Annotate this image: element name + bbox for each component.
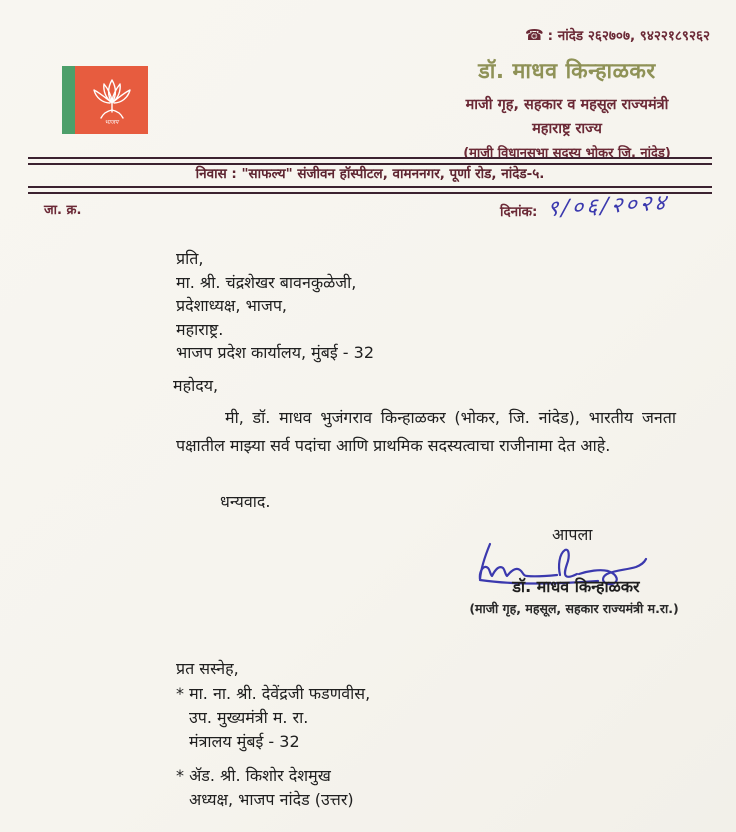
lotus-icon: [87, 74, 137, 124]
cc-line: उप. मुख्यमंत्री म. रा.: [189, 708, 309, 727]
letterhead-title-line-2: महाराष्ट्र राज्य: [532, 121, 602, 137]
letterhead-title-line-1: माजी गृह, सहकार व महसूल राज्यमंत्री: [465, 97, 669, 113]
telephone-icon: ☎: [524, 26, 544, 44]
recipient-line: मा. श्री. चंद्रशेखर बावनकुळेजी,: [176, 272, 357, 292]
letter-thanks: धन्यवाद.: [220, 492, 271, 511]
closing-word: आपला: [552, 525, 593, 544]
date-label: दिनांक:: [500, 204, 538, 220]
phone-numbers: : नांदेड २६२७०७, ९४२२१८९२६२: [547, 28, 710, 44]
residence-address: निवास : "साफल्य" संजीवन हॉस्पीटल, वामननगर, पूर्णा रोड, नांदेड-५.: [195, 166, 545, 182]
letterhead-block: [404, 56, 730, 161]
signatory-name: डॉ. माधव किन्हाळकर: [512, 577, 640, 596]
date-block: [500, 190, 669, 223]
signatory-designation: (माजी गृह, महसूल, सहकार राज्यमंत्री म.रा.): [469, 601, 679, 616]
cc-line: * मा. ना. श्री. देवेंद्रजी फडणवीस,: [176, 684, 371, 703]
phone-line: [525, 26, 710, 44]
flag-green-stripe: [62, 66, 75, 134]
date-value-handwritten: ९/०६/२०२४: [545, 190, 669, 223]
letter-body-paragraph: मी, डॉ. माधव भुजंगराव किन्हाळकर (भोकर, जि. नांदेड), भारतीय जनता पक्षातील माझ्या सर्व पदांचा आणि प्राथमिक सदस्यत्वाचा राजीनामा देत आहे.: [176, 408, 676, 455]
cc-line: अध्यक्ष, भाजप नांदेड (उत्तर): [189, 790, 354, 809]
letter-greeting: महोदय,: [173, 376, 219, 395]
recipient-line: प्रदेशाध्यक्ष, भाजप,: [176, 296, 288, 315]
recipient-line: भाजप प्रदेश कार्यालय, मुंबई - 32: [176, 343, 375, 362]
recipient-block: [176, 247, 374, 365]
cc-line: मंत्रालय मुंबई - 32: [189, 732, 300, 751]
cc-heading: प्रत सस्नेह,: [176, 659, 239, 678]
letterhead-name: डॉ. माधव किन्हाळकर: [478, 59, 656, 84]
flag-logo-caption: भाजप: [104, 119, 119, 126]
flag-saffron-field: [75, 66, 148, 134]
letterhead-title-line-3: (माजी विधानसभा सदस्य भोकर जि. नांदेड): [463, 146, 671, 161]
ref-number-label: जा. क्र.: [44, 203, 82, 218]
party-flag-logo: [62, 66, 148, 134]
cc-line: * ॲड. श्री. किशोर देशमुख: [176, 766, 331, 785]
recipient-line: महाराष्ट्र.: [176, 319, 224, 339]
recipient-salutation: प्रति,: [176, 249, 204, 268]
